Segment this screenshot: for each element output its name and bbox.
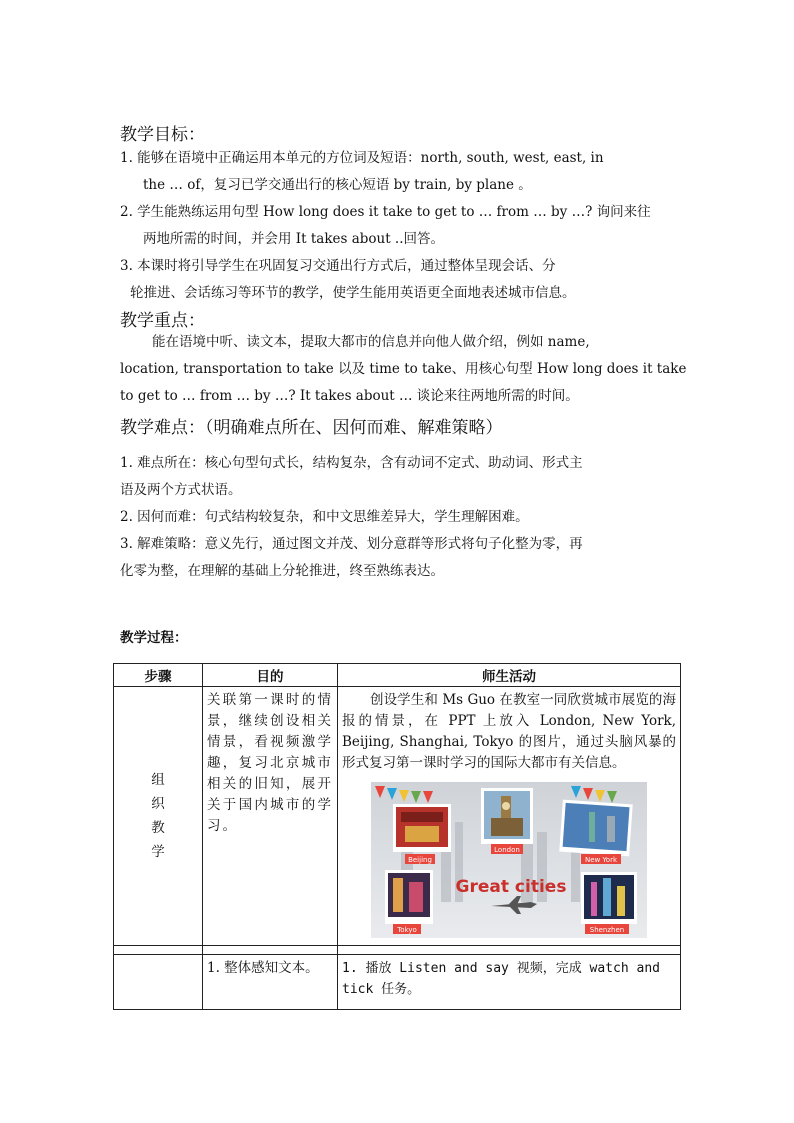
difficulty-1-line-2: 语及两个方式状语。: [120, 482, 242, 498]
step-char: 织: [151, 796, 165, 812]
table-header-row: [114, 664, 681, 687]
table-spacer-row: [114, 946, 681, 955]
activity-text: 1. 播放 Listen and say 视频，完成 watch and tick 任务。: [342, 961, 660, 997]
step-char: 学: [151, 844, 165, 860]
step-char: 教: [151, 820, 165, 836]
purpose-text: 关联第一课时的情景，继续创设相关情景，看视频激学趣，复习北京城市相关的旧知，展开关于国内城市的学习。: [207, 692, 333, 834]
difficulty-3-line-1: 3. 解难策略：意义先行，通过图文并茂、划分意群等形式将句子化整为零，再: [120, 536, 583, 552]
purpose-text: 1. 整体感知文本。: [207, 960, 319, 976]
table-row: [114, 687, 681, 946]
header-purpose: 目的: [203, 664, 338, 687]
caption-shenzhen: Shenzhen: [589, 926, 625, 934]
activity-cell: [338, 687, 681, 946]
step-char: 组: [151, 772, 165, 788]
caption-beijing: Beijing: [408, 856, 432, 864]
difficulty-3-line-2: 化零为整，在理解的基础上分轮推进，终至熟练表达。: [120, 563, 444, 579]
great-cities-poster-image: [371, 782, 647, 938]
section-heading-objectives: 教学目标：: [120, 125, 205, 145]
photo-shenzhen: [581, 872, 637, 934]
purpose-cell: [203, 955, 338, 1010]
process-table: [113, 663, 681, 1010]
table-row: [114, 955, 681, 1010]
poster-title: Great cities: [455, 877, 567, 897]
caption-tokyo: Tokyo: [397, 926, 417, 934]
objective-3-line-1: 3. 本课时将引导学生在巩固复习交通出行方式后，通过整体呈现会话、分: [120, 258, 556, 274]
caption-london: London: [494, 846, 520, 854]
objective-1-line-1: 1. 能够在语境中正确运用本单元的方位词及短语：north, south, west, east, in: [120, 150, 604, 166]
activity-cell: [338, 955, 681, 1010]
objective-2-line-1: 2. 学生能熟练运用句型 How long does it take to get to … from … by …? 询问来往: [120, 204, 651, 220]
objective-1-line-2: the … of，复习已学交通出行的核心短语 by train, by plane 。: [143, 177, 532, 193]
objective-3-line-2: 轮推进、会话练习等环节的教学，使学生能用英语更全面地表述城市信息。: [130, 285, 576, 301]
objective-2-line-2: 两地所需的时间，并会用 It takes about ..回答。: [143, 231, 445, 247]
header-activity: 师生活动: [338, 664, 681, 687]
activity-text: 创设学生和 Ms Guo 在教室一同欣赏城市展览的海报的情景，在 PPT 上放入 London, New York, Beijing, Shanghai, Tokyo 的图片，通过头脑风暴的形式复习第一课时学习的国际大都市有关信息。: [342, 692, 676, 771]
step-cell-empty: [114, 955, 203, 1010]
key-points-line-2: location, transportation to take 以及 time to take、用核心句型 How long does it take: [120, 361, 687, 377]
step-cell-organize: [114, 687, 203, 946]
caption-new-york: New York: [584, 856, 618, 864]
section-heading-process: 教学过程：: [120, 630, 188, 646]
difficulty-2-line-1: 2. 因何而难：句式结构较复杂，和中文思维差异大，学生理解困难。: [120, 509, 529, 525]
section-heading-key-points: 教学重点：: [120, 311, 205, 331]
key-points-line-1: 能在语境中听、读文本，提取大都市的信息并向他人做介绍，例如 name,: [152, 334, 590, 350]
purpose-cell: [203, 687, 338, 946]
section-heading-difficulties: 教学难点：（明确难点所在、因何而难、解难策略）: [120, 418, 503, 438]
difficulty-1-line-1: 1. 难点所在：核心句型句式长，结构复杂，含有动词不定式、助动词、形式主: [120, 455, 583, 471]
header-step: 步骤: [114, 664, 203, 687]
key-points-line-3: to get to … from … by …? It takes about … 谈论来往两地所需的时间。: [120, 388, 579, 404]
